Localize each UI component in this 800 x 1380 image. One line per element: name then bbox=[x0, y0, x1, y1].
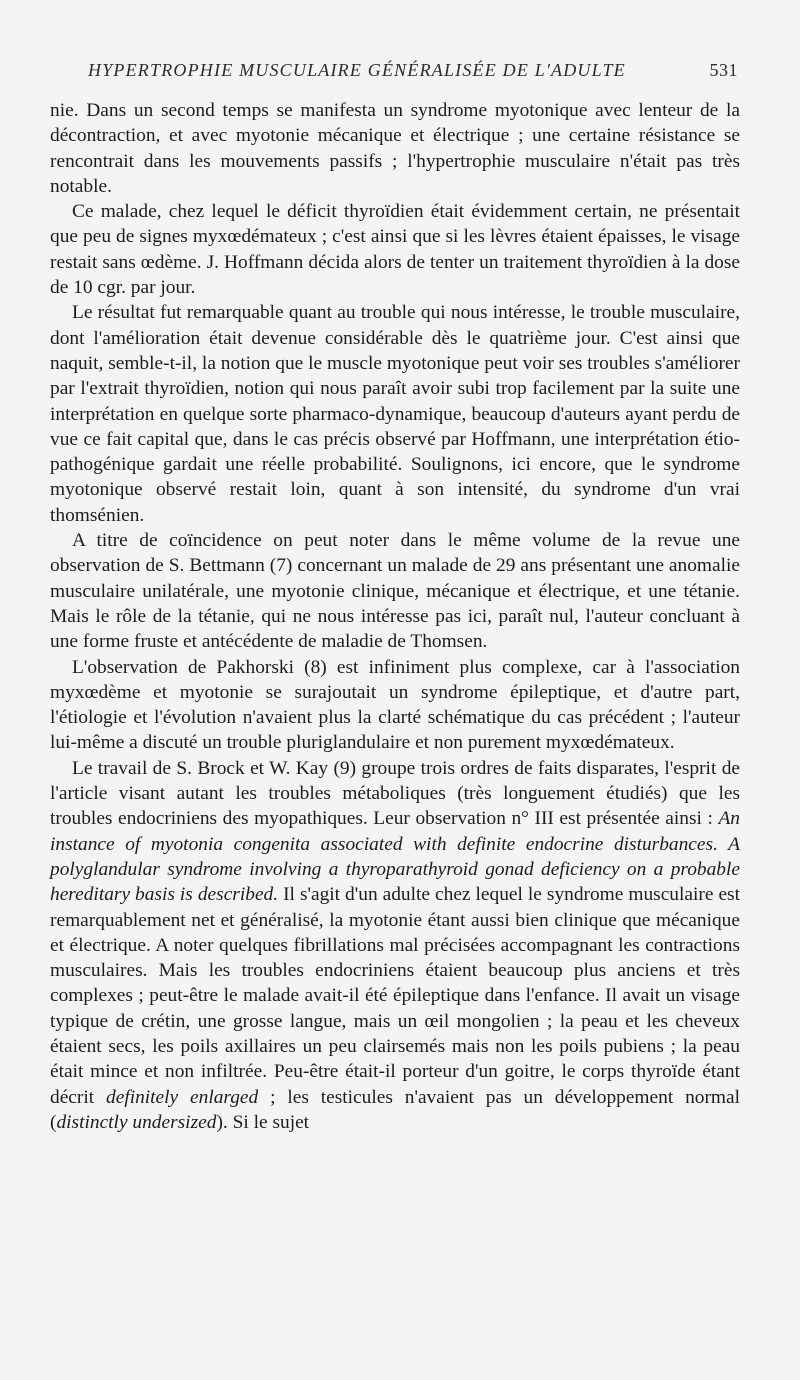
paragraph bbox=[50, 756, 740, 1135]
running-title: HYPERTROPHIE MUSCULAIRE GÉNÉRALISÉE DE L'ADULTE bbox=[88, 60, 626, 80]
text-run: Ce malade, chez lequel le déficit thyroïdien était évidemment certain, ne présentait que peu de signes myxœdémateux ; c'est ainsi que si les lèvres étaient épaisses, le visage restait sans œdème. J. Hoffmann décida alors de tenter un traitement thyroïdien à la dose de 10 cgr. par jour. bbox=[50, 201, 740, 299]
text-run: ). Si le sujet bbox=[216, 1111, 310, 1133]
paragraph bbox=[50, 300, 740, 528]
italic-text: An instance of myotonia congenita associated with definite endocrine disturbances. A polyglandular syndrome involving a thyroparathyroid gonad deficiency on a probable hereditary basis is described. bbox=[50, 808, 740, 906]
text-run: nie. Dans un second temps se manifesta un syndrome myotonique avec lenteur de la décontraction, et avec myotonie mécanique et électrique ; une certaine résistance se rencontrait dans les mouvements passifs ; l'hypertrophie musculaire n'était pas très notable. bbox=[50, 100, 740, 197]
text-run: A titre de coïncidence on peut noter dans le même volume de la revue une observation de S. Bettmann (7) concernant un malade de 29 ans présentant une anomalie musculaire unilatérale, une myotonie clinique, mécanique et électrique, et une tétanie. Mais le rôle de la tétanie, qui ne nous intéresse pas ici, paraît nul, l'auteur concluant à une forme fruste et antécédente de maladie de Thomsen. bbox=[50, 530, 740, 653]
body-text bbox=[50, 98, 740, 1135]
paragraph bbox=[50, 655, 740, 756]
italic-text: definitely enlarged bbox=[106, 1086, 259, 1108]
running-header bbox=[88, 60, 738, 90]
text-run: Il s'agit d'un adulte chez lequel le syndrome musculaire est remarquablement net et généralisé, la myotonie étant aussi bien clinique que mécanique et électrique. A noter quelques fibrillations mal précisées accompagnant les contractions musculaires. Mais les troubles endocriniens étaient beaucoup plus anciens et très complexes ; peut-être le malade avait-il été épileptique dans l'enfance. Il avait un visage typique de crétin, une grosse langue, mais un œil mongolien ; la peau et les cheveux étaient secs, les poils axillaires un peu clairsemés mais non les poils pubiens ; la peau était mince et non infiltrée. Peu-être était-il porteur d'un goitre, le corps thyroïde étant décrit bbox=[50, 884, 740, 1108]
paragraph bbox=[50, 98, 740, 199]
italic-text: distinctly undersized bbox=[56, 1111, 217, 1133]
text-run: ; les testicules n'avaient pas un développement normal ( bbox=[50, 1086, 740, 1133]
text-run: Le travail de S. Brock et W. Kay (9) groupe trois ordres de faits disparates, l'esprit de l'article visant autant les troubles métaboliques (très longuement étudiés) que les troubles endocriniens des myopathiques. Leur observation n° III est présentée ainsi : bbox=[50, 757, 740, 830]
paragraph bbox=[50, 199, 740, 300]
page-number: 531 bbox=[709, 60, 738, 80]
paragraph bbox=[50, 528, 740, 654]
text-run: Le résultat fut remarquable quant au trouble qui nous intéresse, le trouble musculaire, dont l'amélioration était devenue considérable dès le quatrième jour. C'est ainsi que naquit, semble-t-il, la notion que le muscle myotonique peut voir ses troubles s'améliorer par l'extrait thyroïdien, notion qui nous paraît avoir subi trop facilement par la suite une interprétation en quelque sorte pharmaco-dynamique, beaucoup d'auteurs ayant perdu de vue ce fait capital que, dans le cas précis observé par Hoffmann, une interprétation étio-pathogénique gardait une réelle probabilité. Soulignons, ici encore, que le syndrome myotonique observé restait loin, quant à son intensité, du syndrome d'un vrai thomsénien. bbox=[50, 302, 740, 526]
text-run: L'observation de Pakhorski (8) est infiniment plus complexe, car à l'association myxœdème et myotonie se surajoutait un syndrome épileptique, et d'autre part, l'étiologie et l'évolution n'avaient plus la clarté schématique du cas précédent ; l'auteur lui-même a discuté un trouble pluriglandulaire et non purement myxœdémateux. bbox=[50, 656, 740, 754]
